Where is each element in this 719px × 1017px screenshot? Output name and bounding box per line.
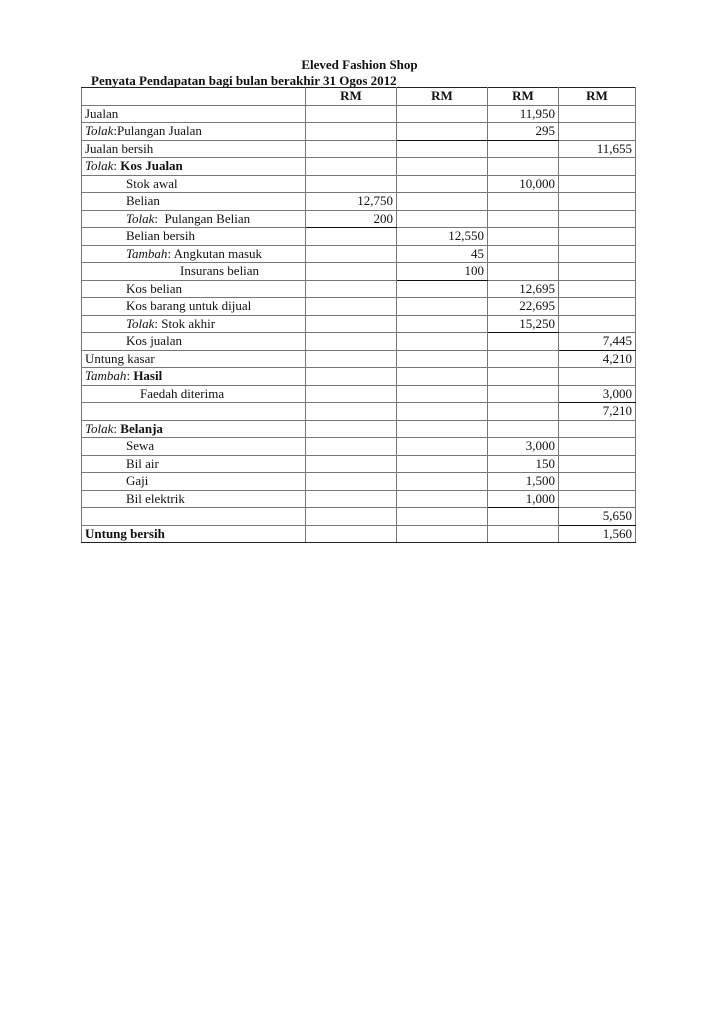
row-label: Tolak:Pulangan Jualan — [82, 123, 306, 141]
row-angkutan-masuk — [82, 245, 636, 263]
row-prefix: Tolak — [85, 123, 114, 139]
column-header: RM — [559, 88, 636, 106]
row-subtotal — [82, 403, 636, 421]
row-label: Tolak: Kos Jualan — [82, 158, 306, 176]
amount-cell: 4,210 — [559, 350, 636, 368]
amount-cell: 7,445 — [559, 333, 636, 351]
column-header: RM — [397, 88, 488, 106]
row-label: Kos belian — [82, 280, 306, 298]
row-prefix: Tambah — [126, 245, 168, 261]
row-pulangan-jualan — [82, 123, 636, 141]
row-label: Bil elektrik — [82, 490, 306, 508]
row-label: Jualan — [82, 105, 306, 123]
amount-cell: 3,000 — [559, 385, 636, 403]
amount-cell: 5,650 — [559, 508, 636, 526]
row-stok-akhir — [82, 315, 636, 333]
amount-cell: 1,000 — [488, 490, 559, 508]
amount-cell: 7,210 — [559, 403, 636, 421]
amount-cell: 11,950 — [488, 105, 559, 123]
amount-cell: 1,560 — [559, 525, 636, 543]
amount-cell: 45 — [397, 245, 488, 263]
row-label: Kos jualan — [82, 333, 306, 351]
row-label: Untung kasar — [82, 350, 306, 368]
row-prefix: Tolak — [126, 315, 155, 331]
amount-cell: 22,695 — [488, 298, 559, 316]
row-kos-jualan — [82, 333, 636, 351]
row-kos-belian — [82, 280, 636, 298]
row-label: Sewa — [82, 438, 306, 456]
amount-cell: 295 — [488, 123, 559, 141]
row-label: Belian — [82, 193, 306, 211]
row-jumlah-belanja — [82, 508, 636, 526]
row-faedah-diterima — [82, 385, 636, 403]
row-pulangan-belian — [82, 210, 636, 228]
row-label: Faedah diterima — [82, 385, 306, 403]
row-gaji — [82, 473, 636, 491]
row-insurans-belian — [82, 263, 636, 281]
row-kos-barang-dijual — [82, 298, 636, 316]
amount-cell: 12,550 — [397, 228, 488, 246]
column-header: RM — [488, 88, 559, 106]
column-header: RM — [306, 88, 397, 106]
row-label: Jualan bersih — [82, 140, 306, 158]
amount-cell: 10,000 — [488, 175, 559, 193]
amount-cell: 3,000 — [488, 438, 559, 456]
amount-cell: 11,655 — [559, 140, 636, 158]
row-label: Tolak: Belanja — [82, 420, 306, 438]
row-label: Tambah: Angkutan masuk — [82, 245, 306, 263]
amount-cell: 1,500 — [488, 473, 559, 491]
row-label: Belian bersih — [82, 228, 306, 246]
row-label: Tolak: Pulangan Belian — [82, 210, 306, 228]
row-prefix: Tolak — [85, 420, 114, 436]
statement-title: Eleved Fashion Shop — [301, 57, 418, 72]
row-prefix: Tolak — [85, 158, 114, 174]
label-column-header — [82, 88, 306, 106]
row-belian — [82, 193, 636, 211]
row-prefix: Tolak — [126, 210, 155, 226]
row-jualan — [82, 105, 636, 123]
row-jualan-bersih — [82, 140, 636, 158]
row-kos-jualan-heading — [82, 158, 636, 176]
statement-subtitle: Penyata Pendapatan bagi bulan berakhir 31 Ogos 2012 — [91, 73, 397, 88]
row-bil-air — [82, 455, 636, 473]
row-stok-awal — [82, 175, 636, 193]
row-label: Untung bersih — [82, 525, 306, 543]
amount-cell: 100 — [397, 263, 488, 281]
amount-cell: 150 — [488, 455, 559, 473]
amount-cell: 12,695 — [488, 280, 559, 298]
row-untung-kasar — [82, 350, 636, 368]
row-label: Bil air — [82, 455, 306, 473]
row-prefix: Tambah — [85, 368, 127, 384]
row-label: Tambah: Hasil — [82, 368, 306, 386]
amount-cell: 12,750 — [306, 193, 397, 211]
row-label: Kos barang untuk dijual — [82, 298, 306, 316]
row-bil-elektrik — [82, 490, 636, 508]
row-hasil-heading — [82, 368, 636, 386]
row-untung-bersih — [82, 525, 636, 543]
row-label: Tolak: Stok akhir — [82, 315, 306, 333]
income-statement-table — [81, 87, 636, 543]
column-header-row — [82, 88, 636, 106]
row-label: Gaji — [82, 473, 306, 491]
row-label: Stok awal — [82, 175, 306, 193]
row-belanja-heading — [82, 420, 636, 438]
amount-cell: 15,250 — [488, 315, 559, 333]
row-belian-bersih — [82, 228, 636, 246]
row-sewa — [82, 438, 636, 456]
amount-cell: 200 — [306, 210, 397, 228]
row-label: Insurans belian — [82, 263, 306, 281]
